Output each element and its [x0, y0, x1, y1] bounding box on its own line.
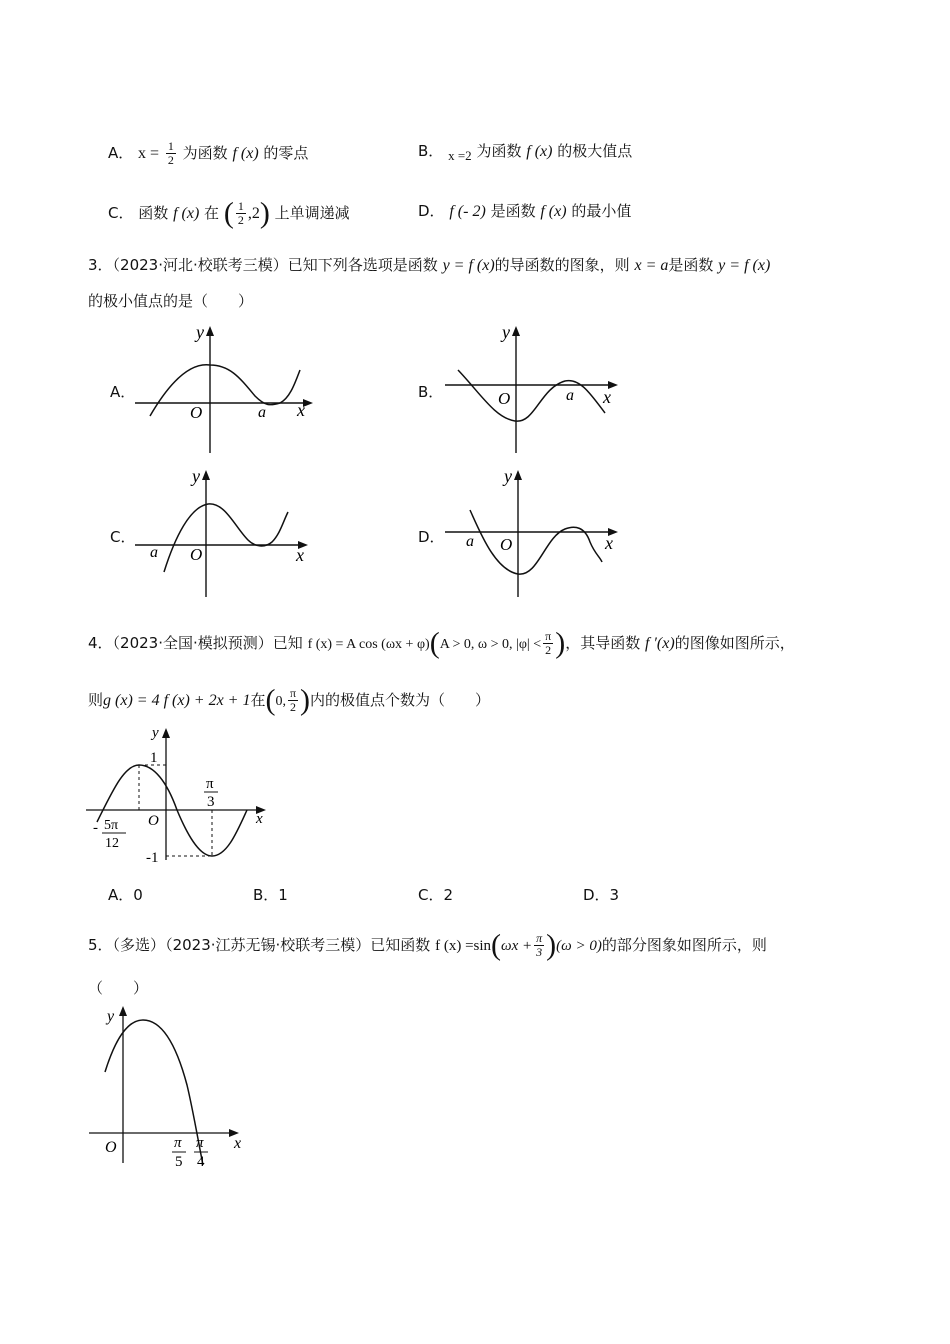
q3-option-b-label[interactable]: B． — [418, 383, 444, 401]
q3-option-c-label[interactable]: C． — [110, 528, 136, 546]
five-pi-twelfths-numerator: 5π — [104, 818, 119, 833]
fraction-one-half: $\frac{1}{2}$ — [237, 199, 244, 227]
q3-option-d-label[interactable]: D． — [418, 528, 445, 546]
a-label: a — [258, 404, 266, 421]
min-value-label: -1 — [146, 850, 159, 862]
q3-graph-b[interactable] — [440, 318, 630, 458]
origin-label: O — [190, 403, 203, 422]
origin-label: O — [190, 545, 203, 564]
q4-stem-line1: 4．（2023·全国·模拟预测）已知 f (x) = A cos (ωx + φ)(A > 0, ω > 0, |φ| < $\frac{\pi}{2}$ )，其导函数 f ′(x)的图像如图所示， — [88, 626, 795, 660]
origin-label: O — [500, 535, 513, 554]
q4-stem-line2: 则g (x) = 4 f (x) + 2x + 1在(0, $\frac{\pi}{2}$ )内的极值点个数为（ ） — [88, 683, 491, 717]
y-label: y — [152, 725, 159, 741]
y-axis-arrow-icon — [162, 728, 170, 738]
derivative-curve — [164, 504, 288, 572]
q2-option-b[interactable]: B． x =2 为函数 f (x) 的极大值点 — [418, 142, 633, 163]
pi-fourth-denominator: 4 — [197, 1154, 205, 1170]
pi-fourth-numerator: π — [196, 1135, 204, 1151]
q4-derivative-graph[interactable] — [82, 722, 282, 862]
q2-option-d[interactable]: D． f (- 2) 是函数 f (x) 的最小值 — [418, 202, 632, 220]
q2-option-a[interactable]: A． x = $\frac{1}{2}$ 为函数 f (x) 的零点 — [108, 139, 309, 167]
q3-stem-line1: 3．（2023·河北·校联考三模）已知下列各选项是函数 y = f (x)的导函数的图象，则 x = a是函数 y = f (x) — [88, 256, 771, 274]
x-label: x — [296, 545, 304, 565]
a-label: a — [566, 387, 574, 404]
y-label: y — [196, 322, 204, 342]
origin-label: O — [148, 813, 159, 829]
x-label: x — [256, 811, 263, 827]
q4-choice-b[interactable]: B．1 — [253, 886, 288, 904]
q5-stem-line2: （ ） — [88, 979, 149, 997]
q4-choice-a[interactable]: A．0 — [108, 886, 143, 904]
derivative-curve — [150, 365, 300, 416]
q3-option-a-label[interactable]: A． — [110, 383, 136, 401]
y-label: y — [192, 466, 200, 486]
x-label: x — [234, 1135, 242, 1152]
derivative-curve — [458, 370, 605, 421]
a-label: a — [150, 544, 158, 561]
q3-graph-d[interactable] — [440, 462, 630, 602]
derivative-curve — [470, 510, 602, 574]
x-label: x — [297, 400, 305, 420]
sine-curve — [105, 1020, 203, 1165]
neg-sign: - — [93, 820, 98, 836]
q2-option-c[interactable]: C． 函数 f (x) 在 ( $\frac{1}{2}$ ,2) 上单调递减 — [108, 196, 350, 230]
y-label: y — [502, 322, 510, 342]
y-axis-arrow-icon — [514, 470, 522, 480]
y-axis-arrow-icon — [202, 470, 210, 480]
y-axis-arrow-icon — [206, 326, 214, 336]
q4-choice-c[interactable]: C．2 — [418, 886, 454, 904]
a-label: a — [466, 533, 474, 550]
pi-fifth-denominator: 5 — [175, 1154, 183, 1170]
x-label: x — [603, 387, 611, 407]
five-pi-twelfths-denominator: 12 — [105, 836, 119, 851]
q3-stem-line2: 的极小值点的是（ ） — [88, 292, 254, 310]
x-label: x — [605, 533, 613, 553]
fraction-one-half: $\frac{1}{2}$ — [167, 139, 174, 167]
y-axis-arrow-icon — [512, 326, 520, 336]
pi-third-numerator: π — [206, 776, 214, 792]
q4-choice-d[interactable]: D．3 — [583, 886, 620, 904]
pi-third-denominator: 3 — [207, 794, 215, 810]
q5-stem-line1: 5．（多选）（2023·江苏无锡·校联考三模）已知函数 f (x) =sin(ωx + $\frac{\pi}{3}$ )(ω > 0)的部分图象如图所示，则 — [88, 928, 767, 962]
y-label: y — [107, 1008, 115, 1025]
y-axis-arrow-icon — [119, 1006, 127, 1016]
q3-graph-a[interactable] — [130, 318, 320, 458]
q5-sine-graph[interactable] — [85, 1000, 255, 1170]
q3-graph-c[interactable] — [130, 462, 320, 602]
pi-fifth-numerator: π — [174, 1135, 182, 1151]
origin-label: O — [498, 389, 511, 408]
origin-label: O — [105, 1139, 117, 1156]
y-label: y — [504, 466, 512, 486]
max-value-label: 1 — [150, 750, 158, 766]
